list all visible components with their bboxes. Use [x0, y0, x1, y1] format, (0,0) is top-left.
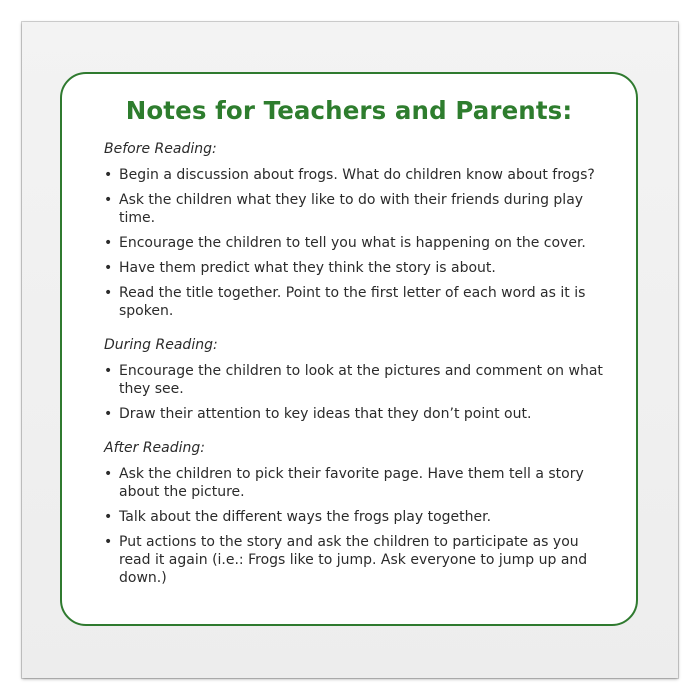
notes-card	[60, 72, 638, 626]
bullet-icon: •	[104, 285, 113, 301]
list-item	[104, 362, 604, 398]
list-item-text: Draw their attention to key ideas that they don’t point out.	[119, 406, 532, 422]
list-item-text: Talk about the different ways the frogs play together.	[119, 509, 492, 525]
bullet-list	[104, 166, 604, 320]
list-item-text: Have them predict what they think the story is about.	[119, 260, 496, 276]
bullet-icon: •	[104, 235, 113, 251]
list-item	[104, 533, 604, 587]
list-item	[104, 405, 604, 423]
list-item	[104, 234, 604, 252]
list-item	[104, 508, 604, 526]
list-item	[104, 191, 604, 227]
list-item-text: Begin a discussion about frogs. What do children know about frogs?	[119, 167, 595, 183]
list-item-text: Ask the children to pick their favorite page. Have them tell a story about the picture.	[119, 466, 584, 500]
bullet-icon: •	[104, 406, 113, 422]
bullet-icon: •	[104, 466, 113, 482]
bullet-icon: •	[104, 534, 113, 550]
section-heading: During Reading:	[104, 337, 218, 353]
list-item-text: Encourage the children to look at the pictures and comment on what they see.	[119, 363, 603, 397]
list-item	[104, 284, 604, 320]
bullet-icon: •	[104, 192, 113, 208]
list-item-text: Read the title together. Point to the first letter of each word as it is spoken.	[119, 285, 586, 319]
notes-content	[104, 140, 604, 603]
section-after-reading	[104, 439, 604, 587]
list-item-text: Ask the children what they like to do with their friends during play time.	[119, 192, 584, 226]
bullet-icon: •	[104, 260, 113, 276]
section-heading: Before Reading:	[104, 141, 217, 157]
bullet-icon: •	[104, 509, 113, 525]
page-title: Notes for Teachers and Parents:	[125, 96, 573, 125]
list-item-text: Put actions to the story and ask the children to participate as you read it again (i.e.: Frogs like to jump. Ask everyone to jump up and down.)	[119, 534, 588, 586]
bullet-list	[104, 362, 604, 423]
bullet-list	[104, 465, 604, 587]
list-item	[104, 259, 604, 277]
section-heading: After Reading:	[104, 440, 205, 456]
section-before-reading	[104, 140, 604, 320]
list-item-text: Encourage the children to tell you what is happening on the cover.	[119, 235, 586, 251]
bullet-icon: •	[104, 363, 113, 379]
list-item	[104, 166, 604, 184]
bullet-icon: •	[104, 167, 113, 183]
list-item	[104, 465, 604, 501]
page-sheet	[22, 22, 678, 678]
section-during-reading	[104, 336, 604, 423]
